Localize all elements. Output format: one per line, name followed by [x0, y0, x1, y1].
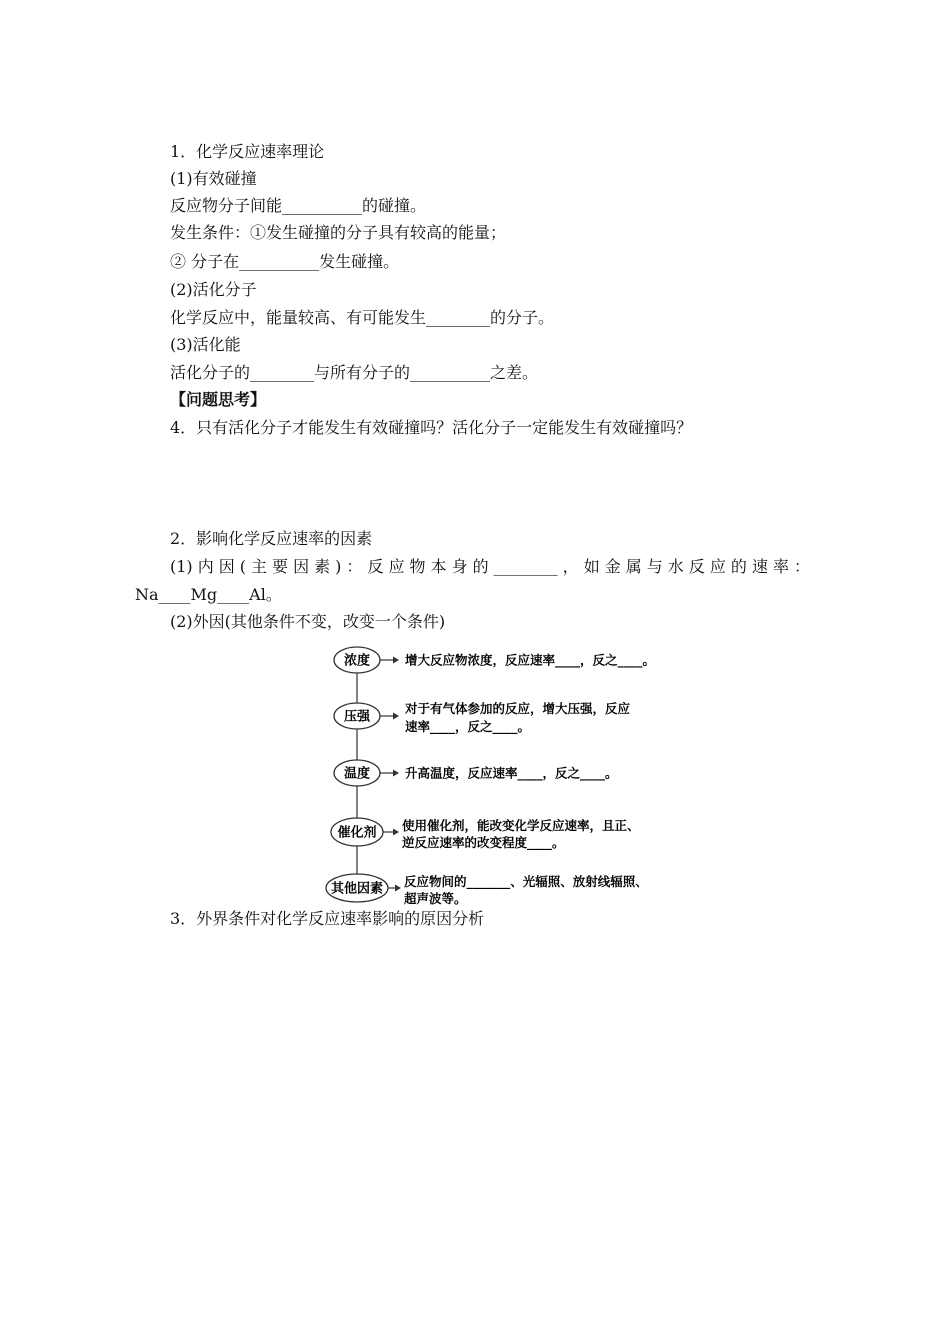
node-label: 压强 — [343, 709, 371, 725]
node-concentration — [334, 647, 655, 673]
effective-collision-title: (1)有效碰撞 — [170, 169, 257, 188]
activation-energy-definition: 活化分子的________与所有分子的__________之差。 — [170, 363, 539, 382]
node-other-factors — [326, 874, 648, 906]
section-3-heading: 3．外界条件对化学反应速率影响的原因分析 — [170, 909, 485, 928]
node-desc-line-2: 超声波等。 — [404, 891, 467, 906]
section-2-heading: 2．影响化学反应速率的因素 — [170, 529, 373, 548]
question-4: 4．只有活化分子才能发生有效碰撞吗？活化分子一定能发生有效碰撞吗？ — [170, 418, 693, 437]
node-desc: 增大反应物浓度，反应速率____，反之____。 — [405, 652, 656, 668]
effective-collision-definition: 反应物分子间能__________的碰撞。 — [170, 196, 427, 215]
node-catalyst — [331, 818, 640, 851]
node-label: 浓度 — [343, 653, 371, 669]
external-factor-title: (2)外因(其他条件不变，改变一个条件) — [170, 612, 446, 631]
node-label: 催化剂 — [337, 825, 377, 841]
question-label: 【问题思考】 — [170, 390, 267, 409]
node-desc-line-2: 逆反应速率的改变程度____。 — [402, 835, 565, 850]
node-label: 其他因素 — [330, 881, 384, 897]
internal-factor-line: (1)内因(主要因素)：反应物本身的________，如金属与水反应的速率： — [170, 557, 810, 576]
node-temperature — [334, 760, 618, 786]
section-1-heading: 1．化学反应速率理论 — [170, 142, 325, 161]
node-desc-line-1: 使用催化剂，能改变化学反应速率，且正、 — [402, 818, 640, 833]
activated-molecule-title: (2)活化分子 — [170, 280, 257, 299]
condition-line-2: ② 分子在__________发生碰撞。 — [170, 252, 400, 271]
node-desc-line-1: 反应物间的_______、光辐照、放射线辐照、 — [404, 874, 648, 889]
node-label: 温度 — [343, 766, 371, 782]
node-desc: 升高温度，反应速率____，反之____。 — [405, 765, 618, 781]
arrow-icon — [393, 657, 399, 664]
arrow-icon — [395, 885, 401, 892]
node-desc-line-1: 对于有气体参加的反应，增大压强，反应 — [405, 701, 631, 716]
factors-diagram — [325, 640, 685, 910]
arrow-icon — [393, 770, 399, 777]
activated-molecule-definition: 化学反应中，能量较高、有可能发生________的分子。 — [170, 308, 555, 327]
node-pressure — [334, 701, 631, 735]
node-desc-line-2: 速率____，反之____。 — [405, 719, 531, 734]
arrow-icon — [393, 713, 399, 720]
condition-line-1: 发生条件：①发生碰撞的分子具有较高的能量； — [170, 223, 507, 242]
metal-order-line: Na____Mg____Al。 — [135, 585, 282, 604]
activation-energy-title: (3)活化能 — [170, 335, 241, 354]
arrow-icon — [393, 829, 399, 836]
